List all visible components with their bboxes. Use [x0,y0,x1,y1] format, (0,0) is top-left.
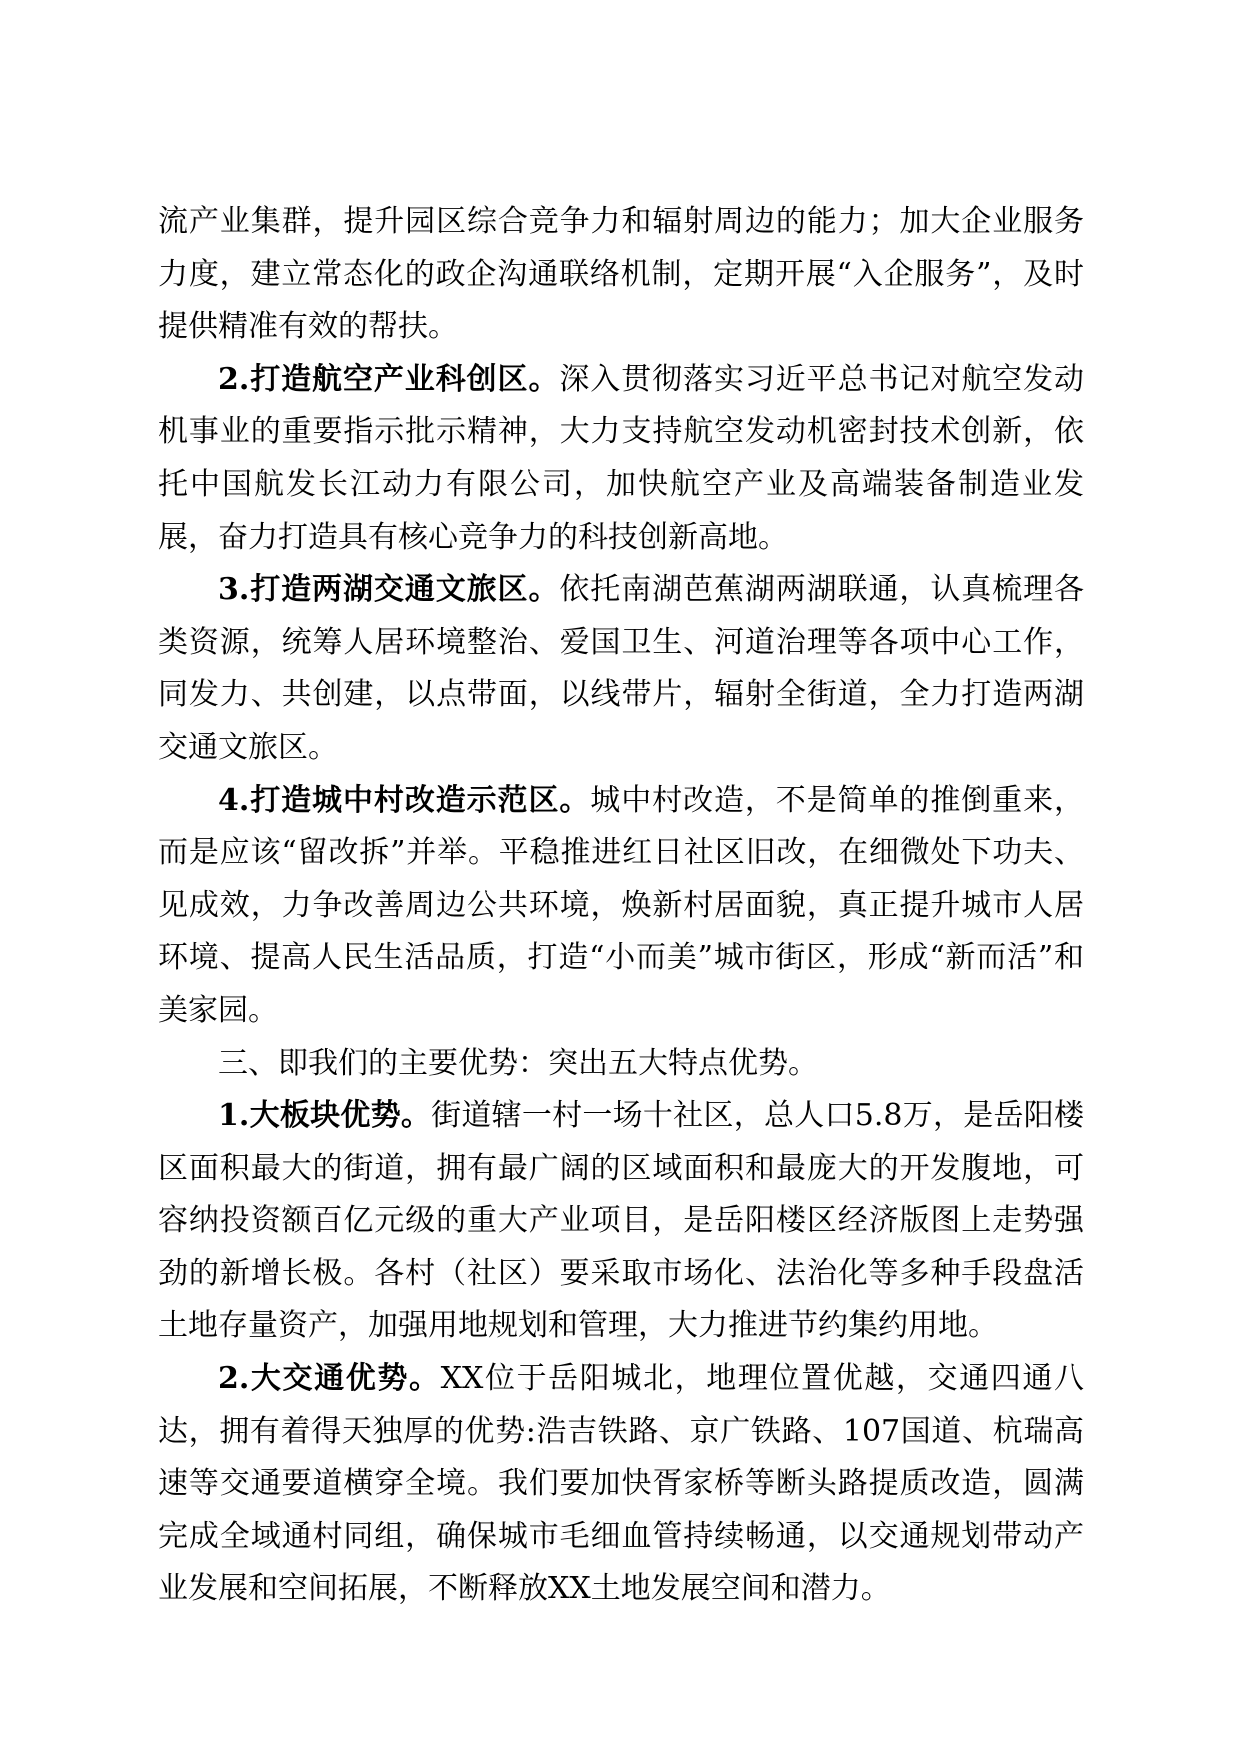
paragraph-urban-village [158,775,1084,1038]
paragraph-body: 深入贯彻落实习近平总书记对航空发动机事业的重要指示批示精神，大力支持航空发动机密封技术创新，依托中国航发长江动力有限公司，加快航空产业及高端装备制造业发展，奋力打造具有核心竞争力的科技创新高地。 [158,361,1084,555]
paragraph-body: 城中村改造，不是简单的推倒重来，而是应该“留改拆”并举。平稳推进红日社区旧改，在细微处下功夫、见成效，力争改善周边公共环境，焕新村居面貌，真正提升城市人居环境、提高人民生活品质，打造“小而美”城市街区，形成“新而活”和美家园。 [158,782,1085,1028]
paragraph-heading: 3.打造两湖交通文旅区。 [218,572,560,608]
document-page [158,196,1084,1616]
paragraph-transport [158,1353,1084,1616]
paragraph-heading: 2.打造航空产业科创区。 [218,361,560,397]
paragraph-heading: 2.大交通优势。 [218,1361,441,1397]
paragraph-continuation [158,196,1084,354]
paragraph-body: 依托南湖芭蕉湖两湖联通，认真梳理各类资源，统筹人居环境整治、爱国卫生、河道治理等各项中心工作，同发力、共创建，以点带面，以线带片，辐射全街道，全力打造两湖交通文旅区。 [158,572,1084,765]
paragraph-body: XX位于岳阳城北，地理位置优越，交通四通八达，拥有着得天独厚的优势:浩吉铁路、京广铁路、107国道、杭瑞高速等交通要道横穿全境。我们要加快胥家桥等断头路提质改造，圆满完成全域通村同组，确保城市毛细血管持续畅通，以交通规划带动产业发展和空间拓展，不断释放XX土地发展空间和潜力。 [158,1361,1084,1607]
paragraph-large-block [158,1090,1084,1353]
paragraph-heading: 4.打造城中村改造示范区。 [218,782,591,818]
section-heading [158,1038,1084,1091]
paragraph-body: 街道辖一村一场十社区，总人口5.8万，是岳阳楼区面积最大的街道，拥有最广阔的区域面积和最庞大的开发腹地，可容纳投资额百亿元级的重大产业项目，是岳阳楼区经济版图上走势强劲的新增长极。各村（社区）要采取市场化、法治化等多种手段盘活土地存量资产，加强用地规划和管理，大力推进节约集约用地。 [158,1098,1084,1344]
paragraph-heading: 1.大板块优势。 [218,1098,432,1134]
paragraph-aviation [158,354,1084,564]
paragraph-body: 流产业集群，提升园区综合竞争力和辐射周边的能力；加大企业服务力度，建立常态化的政企沟通联络机制，定期开展“入企服务”，及时提供精准有效的帮扶。 [158,204,1084,345]
section-heading-text: 三、即我们的主要优势：突出五大特点优势。 [218,1045,818,1081]
paragraph-two-lakes [158,564,1084,774]
